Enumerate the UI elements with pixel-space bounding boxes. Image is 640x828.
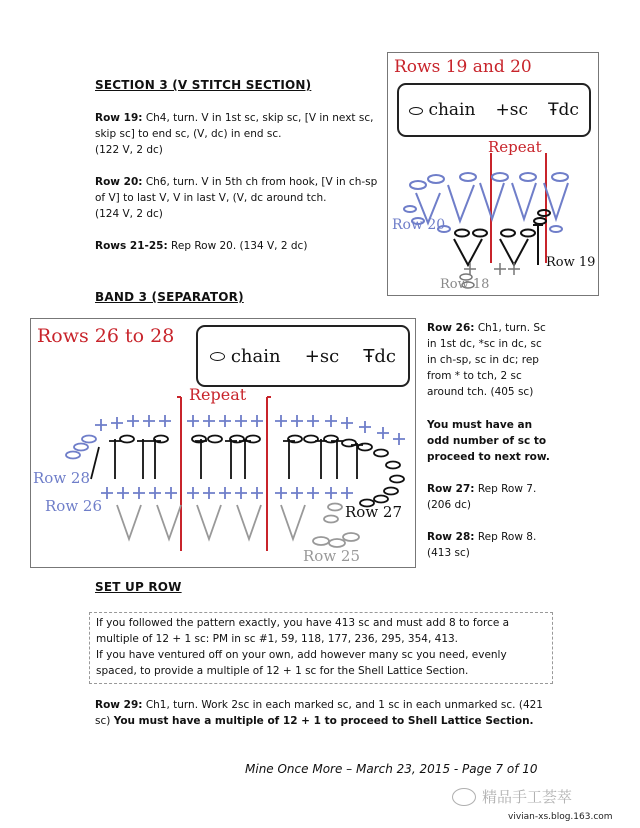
section3-heading: SECTION 3 (V STITCH SECTION) (95, 78, 312, 92)
diagram2-row27-label: Row 27 (345, 503, 403, 521)
diagram2-row26-label: Row 26 (45, 497, 103, 515)
band3-heading: BAND 3 (SEPARATOR) (95, 290, 244, 304)
row28-instructions (427, 529, 552, 561)
row28-count: (413 sc) (427, 547, 470, 559)
rows21-text: Rep Row 20. (134 V, 2 dc) (171, 240, 308, 252)
dc-symbol-icon: Ŧ (548, 100, 559, 120)
diagram-rows-19-20 (387, 52, 599, 296)
row28-text: Rep Row 8. (477, 531, 537, 543)
rows21-label: Rows 21-25: (95, 240, 168, 252)
row19-instructions (95, 110, 380, 158)
row28-stitches (66, 415, 405, 459)
repeat-line-right (267, 397, 271, 551)
legend1-sc-label: sc (509, 100, 529, 120)
row28-label: Row 28: (427, 531, 475, 543)
row27-label: Row 27: (427, 483, 475, 495)
sc-symbol-icon: + (304, 345, 320, 367)
odd-number-note: You must have an odd number of sc to proceed to next row. (427, 419, 550, 463)
setup-note-line2: If you have ventured off on your own, add however many sc you need, evenly spaced, to provide a multiple of 12 + 1 sc for the Shell Lattice Section. (96, 649, 507, 677)
row19-label: Row 19: (95, 112, 143, 124)
diagram1-repeat: Repeat (488, 138, 542, 156)
row20-instructions (95, 174, 380, 222)
legend2-chain-label: chain (230, 345, 281, 367)
repeat-line-left (177, 397, 181, 551)
row27-stitches (91, 436, 404, 507)
row26-label: Row 26: (427, 322, 475, 334)
row19-text: Ch4, turn. V in 1st sc, skip sc, [V in next sc, skip sc] to end sc, (V, dc) in end sc. (95, 112, 374, 140)
row29-text: Ch1, turn. Work 2sc in each marked sc, and 1 sc in each unmarked sc. (421 sc) (95, 699, 543, 727)
row25-stitches (117, 504, 359, 548)
row20-text: Ch6, turn. V in 5th ch from hook, [V in ch-sp of V] to last V, V in last V, (V, dc around tch. (95, 176, 378, 204)
diagram-rows-26-28 (30, 318, 416, 568)
row26-stitches (101, 487, 353, 499)
wechat-icon (452, 788, 476, 806)
row26-instructions (427, 320, 552, 400)
diagram1-title: Rows 19 and 20 (394, 57, 532, 77)
row26-text: Ch1, turn. Sc in 1st dc, *sc in dc, sc in ch-sp, sc in dc; rep from * to tch, 2 sc around tch. (405 sc) (427, 322, 546, 398)
source-url: vivian-xs.blog.163.com (508, 812, 613, 822)
row29-label: Row 29: (95, 699, 143, 711)
page-footer: Mine Once More – March 23, 2015 - Page 7 of 10 (245, 762, 538, 776)
row27-text: Rep Row 7. (477, 483, 537, 495)
setup-note-box (89, 612, 553, 684)
setup-note-line1: If you followed the pattern exactly, you have 413 sc and must add 8 to force a multiple of 12 + 1 sc: PM in sc #1, 59, 118, 177, 236, 295, 354, 413. (96, 617, 510, 645)
setup-heading: SET UP ROW (95, 580, 182, 594)
rows21-25-instructions (95, 238, 380, 254)
row19-stitches (454, 210, 550, 265)
row20-label: Row 20: (95, 176, 143, 188)
sc-symbol-icon: + (495, 100, 510, 120)
row29-instructions (95, 697, 555, 729)
diagram2-row28-label: Row 28 (33, 469, 91, 487)
diagram1-row18-label: Row 18 (440, 277, 490, 292)
diagram2-row25-label: Row 25 (303, 547, 361, 565)
watermark-text: 精品手工荟萃 (482, 788, 573, 806)
diagram1-row20-label: Row 20 (392, 217, 446, 233)
diagram2-title: Rows 26 to 28 (37, 325, 175, 347)
diagram1-row19-label: Row 19 (546, 255, 596, 270)
row20-count: (124 V, 2 dc) (95, 208, 163, 220)
diagram2-repeat: Repeat (189, 385, 247, 404)
row19-count: (122 V, 2 dc) (95, 144, 163, 156)
legend1-dc-label: dc (558, 100, 579, 120)
diagram2-chart (31, 319, 415, 567)
legend1-chain-label: chain (428, 100, 476, 120)
row27-count: (206 dc) (427, 499, 472, 511)
dc-symbol-icon: Ŧ (363, 345, 375, 367)
row27-instructions (427, 481, 552, 513)
watermark (452, 786, 572, 807)
legend2-dc-label: dc (374, 345, 396, 367)
row29-bold-note: You must have a multiple of 12 + 1 to proceed to Shell Lattice Section. (113, 715, 534, 727)
legend2-sc-label: sc (319, 345, 340, 367)
